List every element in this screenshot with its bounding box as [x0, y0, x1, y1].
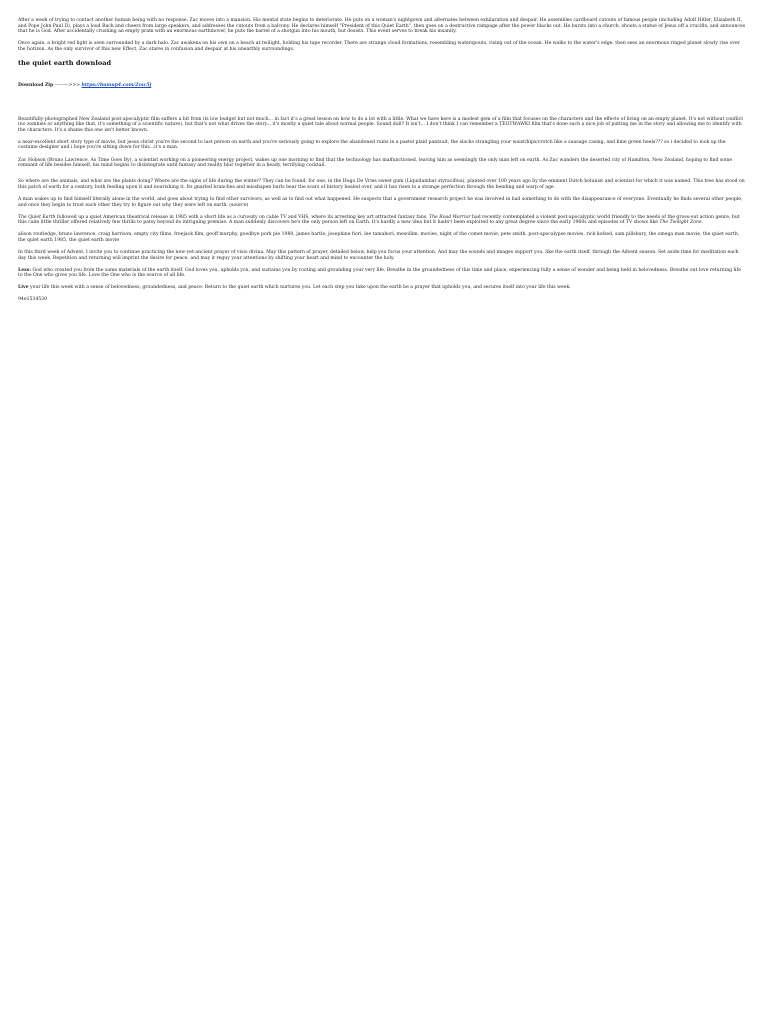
synopsis-paragraph-1: After a week of trying to contact another human being with no response, Zac moves into a mansion. His mental state begins to deteriorate. He puts on a woman's nightgown and alternates between exhilaration and despair. He assembles cardboard cutouts of famous people (including Adolf Hitler, Elizabeth II, and Pope John Paul II), plays a loud Bach and cheers from large speakers, and addresses the cutouts from a balcony. He declares himself "President of this Quiet Earth", then goes on a destructive rampage after the power blacks out. He bursts into a church, shoots a statue of Jesus off a crucifix, and announces that he is God. After accidentally crushing an empty pram with an enormous earthmover, he puts the barrel of a shotgun into his mouth, but desists. This event serves to break his insanity. [18, 18, 746, 35]
download-label: Download Zip [18, 82, 54, 88]
film-title-italic: The Quiet Earth [18, 214, 56, 220]
history-paragraph: The Quiet Earth followed up a quiet American theatrical release in 1985 with a short life as a curiosity on cable TV and VHS, where its arresting key art attracted fantasy fans. The Road Warrior had recently contemplated a violent post-apocalyptic world friendly to the needs of the gross-out action genre, but this calm little thriller offered relatively few thrills to patsy beyond its intriguing premise. A man suddenly discovers he's the only person left on Earth. It's hardly a new idea but it hadn't been exploited to any great degree since the early 1960s and episodes of TV shows like The Twilight Zone. [18, 214, 740, 226]
footer-id: 94e1534530 [18, 297, 48, 303]
prayer-live-label: Live [18, 285, 29, 291]
review-paragraph-2: a near-excellent short story type of movie, but jesus christ you're the second to last person on earth and you're seriously going to explore the abandoned ruins in a pastel plaid pantsuit, the slacks strangling your waist/hips/crotch like a sausage casing, and lime green heels??? so i decided to look up the costume designer and i hope you're sitting down for this...it's a man. [18, 139, 726, 151]
synopsis-paragraph-2: Once again, a bright red light is seen surrounded by a dark halo. Zac awakens on his own on a beach at twilight, holding his tape recorder. There are strange cloud formations, resembling waterspouts, rising out of the ocean. He walks to the water's edge, then sees an enormous ringed planet slowly rise over the horizon. As the only survivor of this new Effect, Zac stares in confusion and despair at his unearthly surroundings. [18, 41, 740, 52]
prayer-less-paragraph: Less: God who created you from the same materials of the earth itself. God loves you, upholds you, and sustains you by rooting and grounding your very life. Breathe in the groundedness of this time and place, experiencing fully a sense of wonder and being held in belovedness. Breathe out love returning life to the One who gives you life. Love the One who is the source of all life. [18, 267, 741, 279]
tags-paragraph: alison routledge, bruno lawrence, craig harrison, empty city films, freejack film, geoff murphy, goodbye pork pie 1980, james bartle, josephine fiori, lee tamahori, mesollim. movies, night of the comet movie, pete smith, post-apocalypse movies, rick kofsed, sam pillsbury, the omega man movie, the quiet earth, the quiet earth 1985, the quiet earth movie [18, 232, 740, 243]
article [0, 0, 770, 303]
download-arrow: ———>>> [54, 82, 81, 88]
download-link[interactable]: https://bumup4.com/2vsc5j [81, 82, 152, 88]
review-paragraph-1: Beautifully-photographed New Zealand post-apocalyptic film suffers a bit from its low budget but not much... in fact it's a great lesson on how to do a lot with a little. What we have here is a modest gem of a film that focuses on the characters and the effects of living on an empty planet. It's not without conflict (no zombies or anything like that, it's something of a scientific nature), but that's not what drives the story... it's mostly a quiet tale about normal people. Sound dull? It isn't... I don't think I can remember a TEOTWAWKI film that's done such a nice job of putting me in the story and allowing me to identify with the characters. It's a shame this one isn't better known. [18, 116, 744, 133]
film-title-italic-2: The Road Warrior [429, 214, 471, 220]
advent-paragraph-5: In this third week of Advent, I invite you to continue practicing the new-yet-ancient prayer of visio divina. May this pattern of prayer, detailed below, help you focus your attention. And may the sounds and images support you, like the earth itself, through the Advent season. Set aside time for meditation each day this week. Repetition and returning will imprint the desire for peace, and may it reguy your attentions by shifting your heart and mind to encounter the holy. [18, 249, 739, 261]
prayer-less-label: Less: [18, 267, 32, 273]
film-title-italic-3: The Twilight Zone [659, 220, 702, 226]
page-title: the quiet earth download [18, 58, 112, 67]
download-line [18, 83, 746, 89]
review-paragraph-3: Zac Hobson (Bruno Lawrence, As Time Goes By), a scientist working on a pioneering energy project, wakes up one morning to find that the technology has malfunctioned, leaving him as seemingly the only man left on earth. As Zac wanders the deserted city of Hamilton, New Zealand, hoping to find some remnant of life besides himself, his mind begins to disintegrate until fantasy and reality blur together in a heady, terrifying cocktail. [18, 157, 733, 169]
prayer-live-paragraph: Live your life this week with a sense of belovedness, groundedness, and peace. Return to the quiet earth which nurtures you. Let each step you take upon the earth be a prayer that upholds you, and secures itself into your life this week. [18, 285, 571, 291]
plot-paragraph: A man wakes up to find himself literally alone in the world, and goes about trying to find other survivors, as well as to find out what happened. He suspects that a government research project he was involved in had something to do with the disappearance of everyone. Eventually he finds several other people, and once they begin to trust each other they try to figure out why they were left on earth. (source) [18, 196, 743, 208]
advent-paragraph-1: So where are the animals, and what are the plants doing? Where are the signs of life during the winter? They can be found, for one, in the Hugo De Vries sweet gum (Liquidambar styraciflua), planted over 100 years ago by the eminent Dutch botanist and scientist for which it was named. This tree has stood on this patch of earth for a century, both feeding upon it and nourishing it. Its gnarled branches and misshapen burls bear the scars of history healed over, and it has risen to a strange perfection through the bending and warp of age. [18, 179, 745, 190]
